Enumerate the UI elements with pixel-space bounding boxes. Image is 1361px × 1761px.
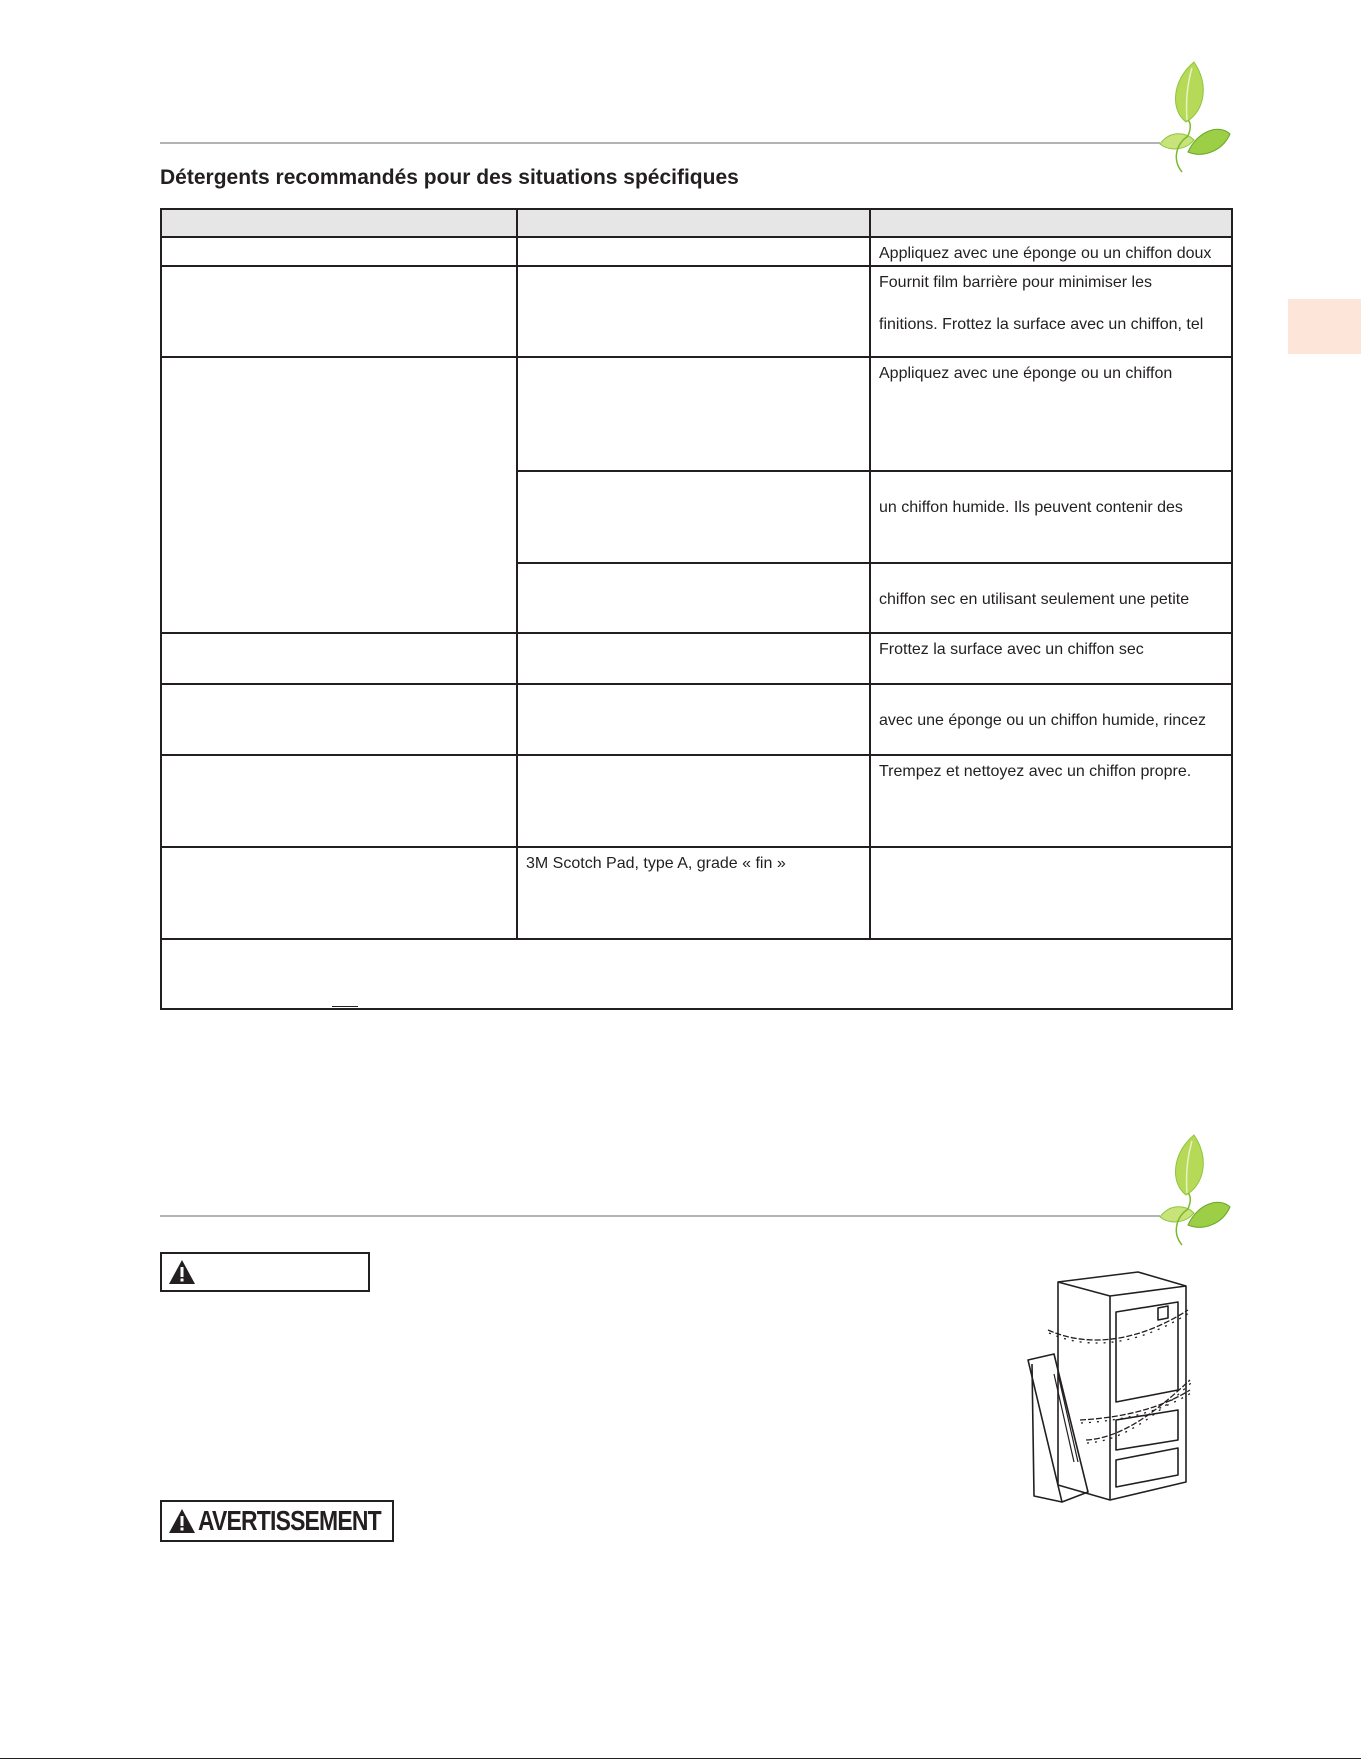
- table-cell: [517, 266, 870, 357]
- table-cell: [161, 684, 517, 755]
- chained-refrigerator-illustration: [1018, 1270, 1193, 1510]
- cell-text: Fournit film barrière pour minimiser les finitions. Frottez la surface avec un chiffon, tel: [879, 274, 1204, 333]
- table-footnote-row: [161, 939, 1232, 1009]
- header-cell: [870, 209, 1232, 237]
- table-cell: [870, 684, 1232, 755]
- table-header-row: [161, 209, 1232, 237]
- table-cell: [870, 633, 1232, 684]
- table-cell: [161, 755, 517, 847]
- section-title: Détergents recommandés pour des situations spécifiques: [160, 166, 739, 189]
- table-cell: [870, 755, 1232, 847]
- cell-text: Frottez la surface avec un chiffon sec: [879, 641, 1144, 658]
- table-footnote: [161, 939, 1232, 1009]
- table-row: [161, 847, 1232, 939]
- cell-text: chiffon sec en utilisant seulement une petite: [879, 591, 1190, 608]
- mid-divider-line: [160, 1215, 1160, 1217]
- page-bottom-line: [0, 1758, 1361, 1759]
- warning-label-box: [160, 1500, 394, 1542]
- table-cell: [870, 237, 1232, 266]
- table-cell: [870, 266, 1232, 357]
- cell-text: un chiffon humide. Ils peuvent contenir des: [879, 499, 1183, 516]
- table-cell: [161, 357, 517, 633]
- warning-triangle-icon: [168, 1259, 196, 1285]
- table-cell: [517, 847, 870, 939]
- table-cell: [161, 266, 517, 357]
- cell-text: avec une éponge ou un chiffon humide, rincez: [879, 712, 1207, 729]
- table-row: [161, 684, 1232, 755]
- table-cell: [161, 847, 517, 939]
- table-cell: [517, 357, 870, 471]
- table-cell: [161, 237, 517, 266]
- table-cell: [870, 847, 1232, 939]
- cell-text: Trempez et nettoyez avec un chiffon propre.: [879, 763, 1192, 780]
- cell-text: 3M Scotch Pad, type A, grade « fin »: [526, 855, 786, 872]
- table-cell: [161, 633, 517, 684]
- leaf-icon: [1142, 60, 1232, 180]
- table-cell: [870, 471, 1232, 563]
- footnote-underline: [332, 1006, 358, 1007]
- table-cell: [517, 237, 870, 266]
- table-cell: [517, 684, 870, 755]
- table-cell: [517, 471, 870, 563]
- side-tab: [1288, 299, 1361, 354]
- table-row: [161, 237, 1232, 266]
- leaf-icon: [1142, 1133, 1232, 1253]
- table-row: [161, 357, 1232, 471]
- table-cell: [517, 755, 870, 847]
- cell-text: Appliquez avec une éponge ou un chiffon: [879, 365, 1173, 382]
- cell-text: Appliquez avec une éponge ou un chiffon doux: [879, 245, 1212, 262]
- warning-label: AVERTISSEMENT: [198, 1505, 381, 1536]
- table-cell: [517, 633, 870, 684]
- top-divider-line: [160, 142, 1160, 144]
- table-row: [161, 266, 1232, 357]
- detergents-table: [160, 208, 1233, 1010]
- table-cell: [870, 563, 1232, 633]
- table-row: [161, 755, 1232, 847]
- caution-label-box: [160, 1252, 370, 1292]
- header-cell: [161, 209, 517, 237]
- warning-triangle-icon: [168, 1508, 196, 1534]
- table-cell: [517, 563, 870, 633]
- table-cell: [870, 357, 1232, 471]
- table-row: [161, 633, 1232, 684]
- header-cell: [517, 209, 870, 237]
